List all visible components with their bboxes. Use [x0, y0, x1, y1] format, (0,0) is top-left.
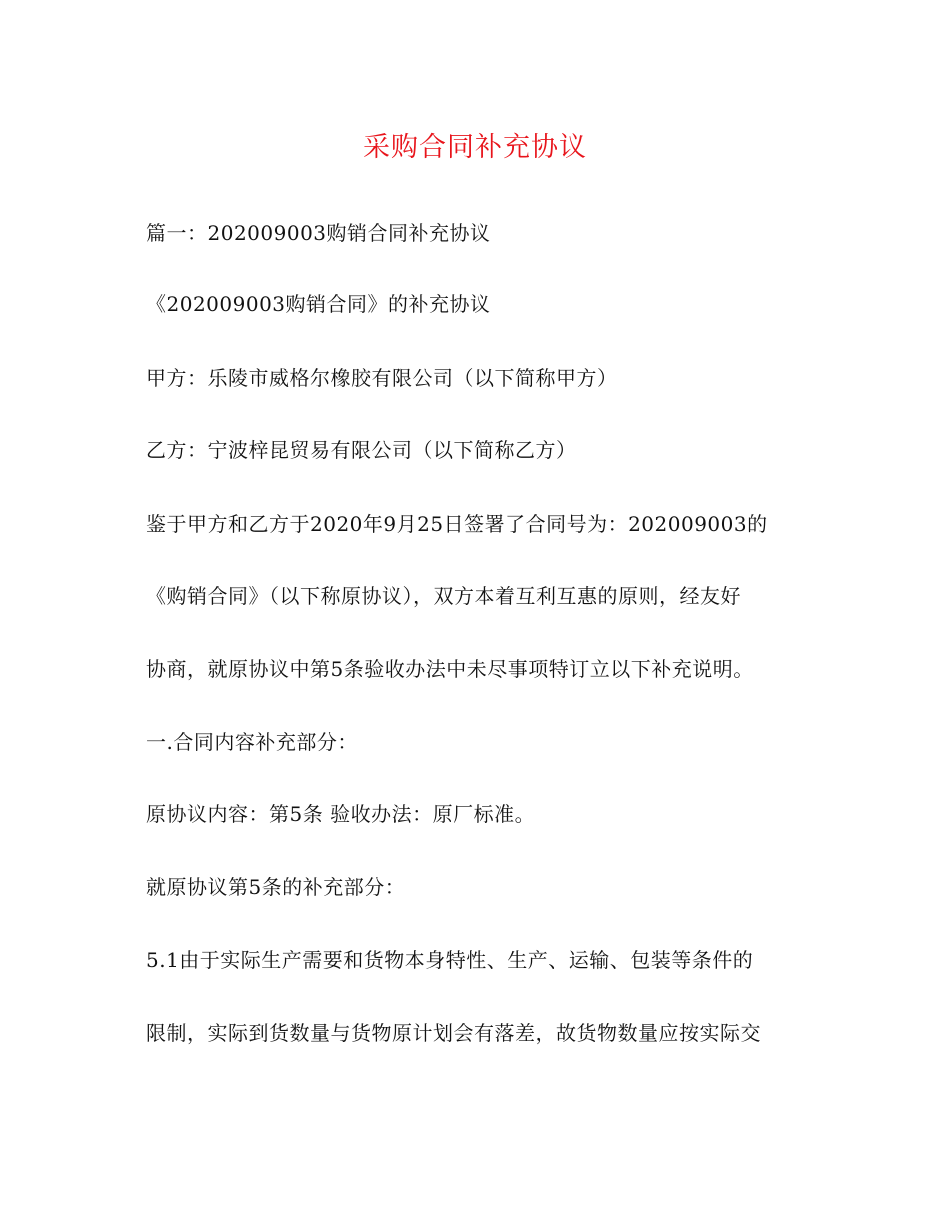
body-line: 甲方：乐陵市威格尔橡胶有限公司（以下简称甲方） [146, 366, 618, 390]
body-line: 一.合同内容补充部分： [146, 730, 358, 754]
body-line: 乙方：宁波梓昆贸易有限公司（以下简称乙方） [146, 438, 577, 462]
body-line: 限制，实际到货数量与货物原计划会有落差，故货物数量应按实际交 [146, 1021, 761, 1045]
body-line: 原协议内容：第5条 验收办法：原厂标准。 [146, 802, 536, 826]
body-line: 鉴于甲方和乙方于2020年9月25日签署了合同号为：202009003的 [146, 512, 768, 536]
body-line: 就原协议第5条的补充部分： [146, 875, 406, 899]
body-line: 《购销合同》（以下称原协议），双方本着互利互惠的原则，经友好 [146, 584, 741, 608]
body-line: 协商，就原协议中第5条验收办法中未尽事项特订立以下补充说明。 [146, 657, 754, 681]
body-line: 《202009003购销合同》的补充协议 [146, 292, 491, 316]
document-title: 采购合同补充协议 [363, 132, 587, 163]
body-line: 篇一：202009003购销合同补充协议 [146, 221, 491, 245]
body-line: 5.1由于实际生产需要和货物本身特性、生产、运输、包装等条件的 [146, 948, 754, 972]
